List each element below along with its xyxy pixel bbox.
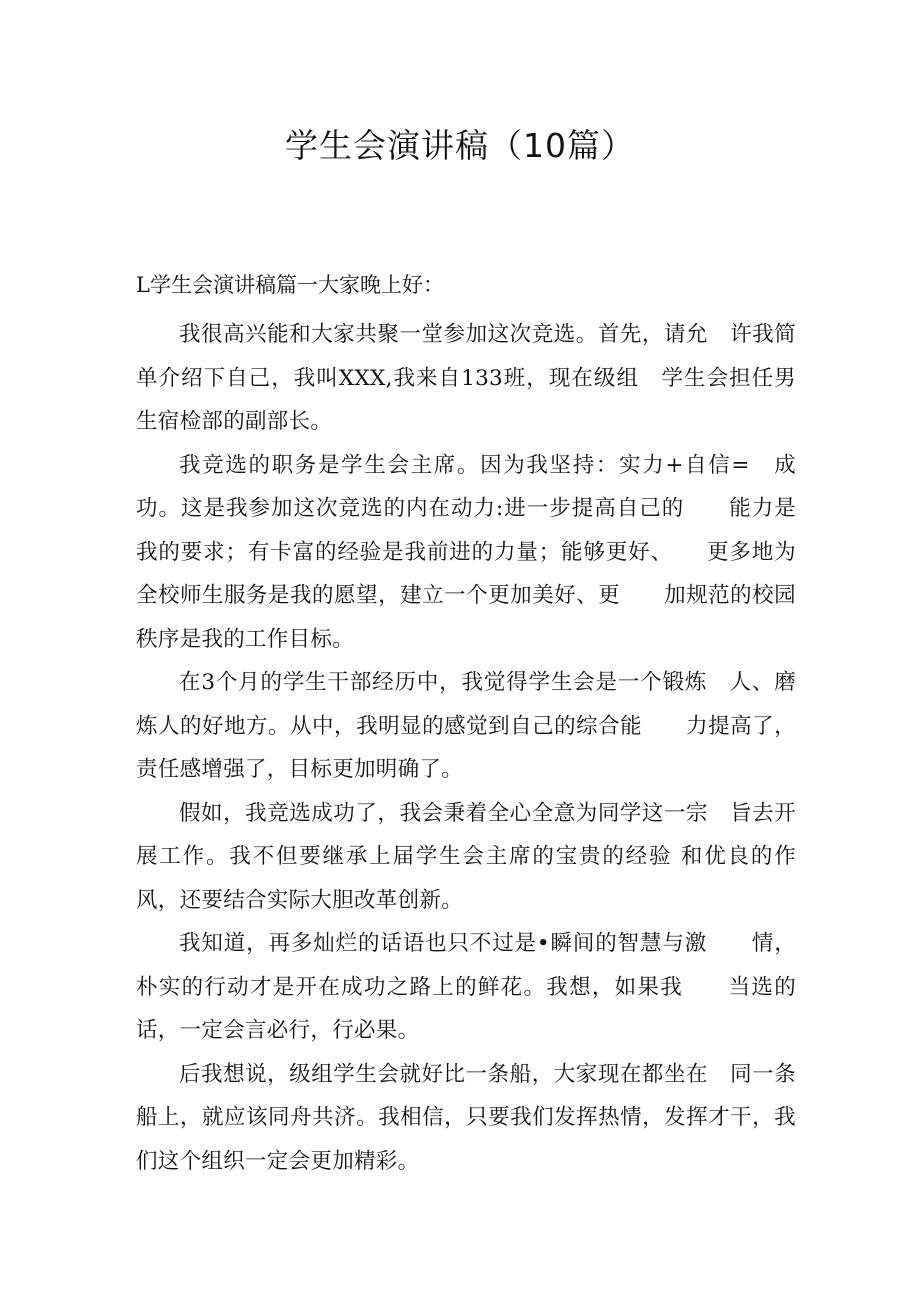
paragraph-6: 后我想说，级组学生会就好比一条船，大家现在都坐在 同一条船上，就应该同舟共济。我相信，只要我们发挥热情，发挥才干，我们这个组织一定会更加精彩。 <box>136 1061 796 1174</box>
document-title: 学生会演讲稿（10篇） <box>285 126 635 165</box>
paragraph-2: 我竞选的职务是学生会主席。因为我坚持：实力+自信= 成功。这是我参加这次竞选的内在动力:进一步提高自己的 能力是我的要求；有卡富的经验是我前进的力量；能够更好、 更多地为全校师生服务是我的愿望，建立一个更加美好、更 加规范的校园秩序是我的工作目标。 <box>136 452 796 652</box>
paragraph-1: 我很高兴能和大家共聚一堂参加这次竞选。首先，请允 许我简单介绍下自己，我叫XXX,我来自133班，现在级组 学生会担任男生宿检部的副部长。 <box>136 322 796 434</box>
intro-line: L学生会演讲稿篇一大家晚上好： <box>136 273 444 297</box>
paragraph-5: 我知道，再多灿烂的话语也只不过是•瞬间的智慧与激 情，朴实的行动才是开在成功之路上的鲜花。我想，如果我 当选的话，一定会言必行，行必果。 <box>136 931 796 1043</box>
body-text <box>136 313 796 1183</box>
paragraph-3: 在3个月的学生干部经历中，我觉得学生会是一个锻炼 人、磨炼人的好地方。从中，我明显的感觉到自己的综合能 力提高了，责任感增强了，目标更加明确了。 <box>136 670 796 782</box>
paragraph-4: 假如，我竞选成功了，我会秉着全心全意为同学这一宗 旨去开展工作。我不但要继承上届学生会主席的宝贵的经验 和优良的作风，还要结合实际大胆改革创新。 <box>136 800 796 913</box>
